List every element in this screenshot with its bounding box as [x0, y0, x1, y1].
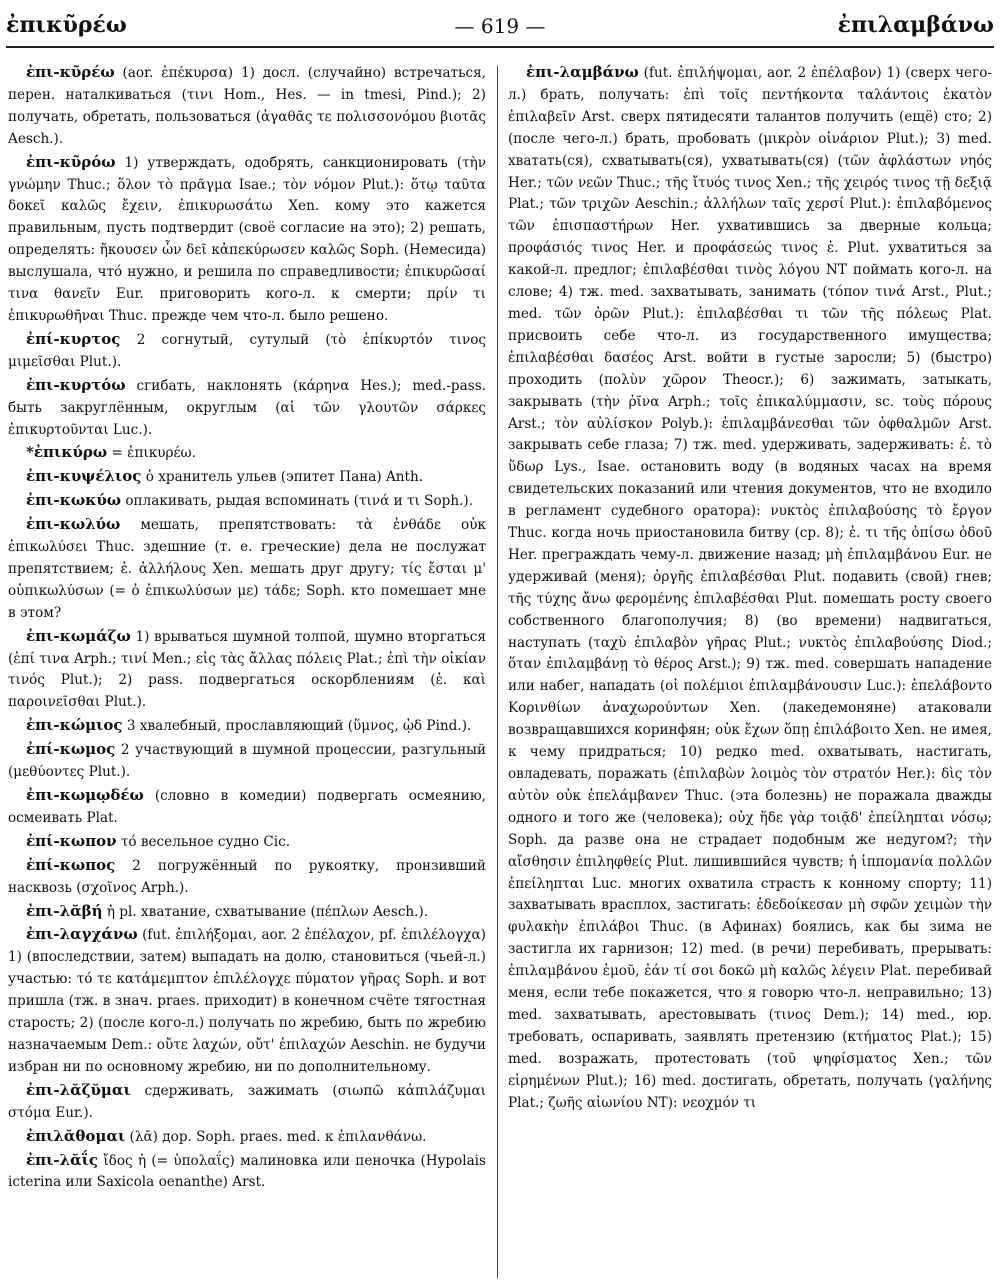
- entry-definition: (aor. ἐπέκυρσα) 1) досл. (случайно) встречаться, перен. наталкиваться (τινι Hom., Hes. — in tmesi, Pind.); 2) получать, обретать, пользоваться (ἀγαθᾶς τε πολισσονόμου βιοτᾶς Aesch.).: [8, 65, 486, 147]
- entry-definition: сгибать, наклонять (κάρηνα Hes.); med.-pass. быть закруглённым, округлым (αἱ τῶν γλουτῶν σάρκες ἐπικυρτοῦνται Luc.).: [8, 377, 486, 438]
- entry-definition: 2 погружённый по рукоятку, пронзивший насквозь (σχοῖνος Arph.).: [8, 857, 486, 896]
- entry-headword: ἐπί-κωπος: [26, 855, 116, 874]
- entry-headword: ἐπι-κυρτόω: [26, 375, 126, 394]
- dictionary-entry: [8, 626, 486, 715]
- entry-definition: сдерживать, зажимать (σιωπῶ κἀπιλάζυμαι στόμα Eur.).: [8, 1082, 486, 1121]
- dictionary-entry: [8, 924, 486, 1078]
- dictionary-entry: [8, 901, 486, 924]
- entry-headword: ἐπιλᾰθομαι: [26, 1126, 126, 1145]
- entry-headword: ἐπι-λαγχάνω: [26, 925, 138, 944]
- dictionary-entry: [8, 715, 486, 738]
- dictionary-entry: [8, 152, 486, 328]
- dictionary-entry: [8, 1126, 486, 1149]
- dictionary-entry: [8, 855, 486, 900]
- entry-definition: 1) утверждать, одобрять, санкционировать (τὴν γνώμην Thuc.; ὅλον τὸ πρᾶγμα Isae.; τὸν νόμον Plut.): ὅτῳ ταῦτα δοκεῖ καλῶς ἔχειν, ἐπικυρωσάτω Xen. кому это кажется правильным, пусть подтвердит (своё согласие на это); 2) решать, определять: ἤκουσεν ὧν δεῖ κἀπεκύρωσεν καλῶς Soph. (Немесида) выслушала, чтó нужно, и решила по справедливости; ἐπικυρῶσαί τινα θανεῖν Eur. приговорить кого-л. к смерти; πρίν τι ἐπικυρωθῆναι Thuc. прежде чем что-л. было решено.: [8, 154, 486, 324]
- entry-definition: 2 согнутый, сутулый (τὸ ἐπίκυρτόν τινος μιμεῖσθαι Plut.).: [8, 331, 486, 370]
- right-guide-word: ἐπιλαμβάνω: [837, 12, 994, 38]
- entry-headword: ἐπι-κωκύω: [26, 491, 122, 510]
- entry-definition: (словно в комедии) подвергать осмеянию, осмеивать Plat.: [8, 788, 486, 826]
- left-column: [8, 62, 486, 1278]
- entry-headword: ἐπι-κυψέλιος: [26, 467, 142, 486]
- page-header: [6, 6, 994, 48]
- left-guide-word: ἐπικῦρέω: [6, 12, 127, 38]
- entry-headword: ἐπι-λᾰζῠμαι: [26, 1080, 131, 1099]
- entry-headword: *ἐπικύρω: [26, 443, 108, 462]
- entry-headword: ἐπι-λᾰΐς: [26, 1150, 99, 1169]
- entry-headword: ἐπι-κῦρόω: [26, 152, 116, 171]
- entry-definition: ἴδος ἡ (= ὑπολαΐς) малиновка или пеночка (Hypolais icterina или Saxicola oenanthe) Arst.: [8, 1152, 486, 1191]
- column-divider: [497, 66, 498, 1278]
- dictionary-entry: [8, 739, 486, 784]
- dictionary-entry: [8, 514, 486, 625]
- dictionary-entry: [8, 329, 486, 374]
- entry-headword: ἐπι-κῦρέω: [26, 63, 115, 81]
- entry-definition: 1) врываться шумной толпой, шумно вторгаться (ἐπί τινα Arph.; τινί Men.; εἰς τὰς ἄλλας πόλεις Plat.; ἐπὶ τὴν οἰκίαν τινός Plut.); 2) pass. подвергаться оскорблениям (ἐ. καὶ παροινεῖσθαι Plut.).: [8, 628, 486, 711]
- entry-headword: ἐπί-κυρτος: [26, 329, 121, 348]
- dictionary-entry: [8, 785, 486, 830]
- dictionary-entry: [8, 62, 486, 151]
- entry-definition: τό весельное судно Cic.: [120, 833, 291, 850]
- entry-definition: мешать, препятствовать: τὰ ἐνθάδε οὐκ ἐπικωλύσει Thuc. здешние (т. е. греческие) дела не послужат препятствием; ἐ. ἀλλήλους Xen. мешать друг другу; τίς ἔσται μ' οὑπικωλύσων (= ὁ ἐπικωλύσων με) τάδε; Soph. кто помешает мне в этом?: [8, 517, 486, 621]
- dictionary-entry: [8, 442, 486, 465]
- entry-definition: ἡ pl. хватание, схватывание (πέπλων Aesch.).: [106, 903, 429, 920]
- entry-headword: ἐπι-κωμάζω: [26, 626, 131, 645]
- dictionary-entry: [8, 490, 486, 513]
- right-column: [508, 62, 992, 1278]
- dictionary-entry: [8, 1080, 486, 1125]
- dictionary-entry: [8, 1150, 486, 1195]
- entry-headword: ἐπι-κωμῳδέω: [26, 786, 144, 804]
- entry-definition: 3 хвалебный, прославляющий (ὕμνος, ᾠδ Pind.).: [126, 718, 472, 735]
- dictionary-entry: [508, 62, 992, 1115]
- entry-headword: ἐπι-λαμβάνω: [526, 63, 639, 81]
- page-number: — 619 —: [454, 14, 546, 38]
- entry-definition: (fut. ἐπιλήψομαι, aor. 2 ἐπέλαβον) 1) (сверх чего-л.) брать, получать: ἐπὶ τοῖς πεντήκοντα ταλάντοις ἑκατὸν ἐπιλαβεῖν Arst. сверх пятидесяти талантов получить (ещё) сто; 2) (после чего-л.) брать, пробовать (μικρὸν οἰνάριον Plut.); 3) med. хватать(ся), схватывать(ся), ухватывать(ся) (τῶν ἀφλάστων νηός Her.; τῶν νεῶν Thuc.; τῆς ἴτυός τινος Xen.; τῆς χειρός τινος τῇ δεξιᾷ Plat.; τῶν τριχῶν Aeschin.; ἀλλήλων ταῖς χερσί Plut.): ἐπιλαβόμενος τῶν ἐπισπαστήρων Her. ухватившись за дверные кольца; προφάσιός τινος Her. и προφάσεώς τινος ἐ. Plut. ухватиться за какой-л. предлог; ἐπιλαβέσθαι τινὸς λόγου NT поймать кого-л. на слове; 4) тж. med. захватывать, занимать (τόπον τινά Arst., Plut.; med. τῶν ὀρῶν Plut.): ἐπιλαβέσθαι τι τῶν τῆς πόλεως Plat. присвоить себе что-л. из государственного имущества; ἐπιλαβέσθαι δασέος Arst. войти в густые заросли; 5) (быстро) проходить (πολὺν χῶρον Theocr.); 6) зажимать, затыкать, закрывать (τὴν ῥῖνα Arph.; τοῖς ἐπικαλύμμασιν, sc. τοὺς πόρους Arst.; τὸν αὐλίσκον Polyb.): ἐπιλαμβάνεσθαι τῶν ὀφθαλμῶν Arst. закрывать себе глаза; 7) тж. med. удерживать, задерживать: ἐ. τὸ ὕδωρ Lys., Isae. остановить воду (в водяных часах на время свидетельских показаний или чтения документов, что не входило в регламент судебного оратора): νυκτὸς ἐπιλαβούσης τὸ ἔργον Thuc. когда ночь приостановила битву (ср. 8); ἐ. τι τῆς ὀπίσω ὁδοῦ Her. преграждать чему-л. движение назад; μὴ ἐπιλαμβάνου Eur. не удерживай (меня); ὀργῆς ἐπιλαβέσθαι Plut. подавить (свой) гнев; τῆς τύχης ἄνω φερομένης ἐπιλαβέσθαι Plut. помешать росту своего собственного благополучия; 8) (во времени) надвигаться, наступать (ταχὺ ἐπιλαβὸν γῆρας Plut.; νυκτὸς ἐπιλαβούσης Diod.; ὅταν ἐπιλαμβάνῃ τὸ θέρος Arst.); 9) тж. med. совершать нападение или набег, нападать (οἱ πολέμιοι ἐπιλαμβάνουσιν Luc.): ἐπελάβοντο Κορινθίων ἀναχωρούντων Xen. (лакедемоняне) атаковали возвращавшихся коринфян; οὐκ ἔχων ὅπῃ ἐπιλάβοιτο Xen. не имея, к чему придраться; 10) редко med. охватывать, настигать, овладевать, поражать (ἐπιλαβὼν λοιμὸς τὸν στρατόν Her.): δὶς τὸν αὐτὸν οὐκ ἐπελάμβανεν Thuc. (эта болезнь) не поражала дважды одного и того же (человека); οὐχ ἥδε γὰρ τοιᾷδ' ἐπείληπται νόσῳ; Soph. да разве она не страдает подобным же недугом?; τὴν αἴσθησιν ἐπιληφθείς Plut. лишившийся чувств; ἡ ἱππομανία πολλῶν ἐπείληπται Luc. многих охватила страсть к конному спорту; 11) захватывать врасплох, застигать: ἐδεδοίκεσαν μὴ σφῶν χειμὼν τὴν φυλακὴν ἐπιλάβοι Thuc. (в Афинах) боялись, как бы зима не застигла их гарнизон; 12) med. (в речи) перебивать, прерывать: ἐπιλαμβάνου ἐμοῦ, ἐάν τί σοι δοκῶ μὴ καλῶς λέγειν Plat. перебивай меня, если тебе покажется, что я говорю что-л. неправильно; 13) med. захватывать, арестовывать (τινος Dem.); 14) med., юр. требовать, оспаривать, заявлять претензию (κτήματος Plat.); 15) med. возражать, протестовать (τοῦ ψηφίσματος Xen.; τῶν εἰρημένων Plut.); 16) med. достигать, обретать, получать (γαλήνης Plat.; ζωῆς αἰωνίου NT): νεοχμόν τι: [508, 65, 992, 1111]
- entry-definition: 2 участвующий в шумной процессии, разгульный (μεθύοντες Plut.).: [8, 742, 486, 781]
- entry-definition: оплакивать, рыдая вспоминать (τινά и τι Soph.).: [125, 493, 474, 510]
- entry-headword: ἐπί-κωπον: [26, 831, 117, 850]
- dictionary-entry: [8, 466, 486, 489]
- entry-headword: ἐπι-κώμιος: [26, 716, 123, 735]
- dictionary-entry: [8, 831, 486, 854]
- entry-definition: (λᾱ) дор. Soph. praes. med. к ἐπιλανθάνω.: [129, 1128, 427, 1145]
- dictionary-entry: [8, 375, 486, 442]
- entry-headword: ἐπι-λᾰβή: [26, 901, 103, 920]
- entry-headword: ἐπί-κωμος: [26, 740, 116, 759]
- entry-definition: = ἐπικυρέω.: [111, 445, 196, 462]
- entry-definition: ὁ хранитель ульев (эпитет Пана) Anth.: [145, 469, 424, 486]
- entry-definition: (fut. ἐπιλήξομαι, aor. 2 ἐπέλαχον, pf. ἐπιλέλογχα) 1) (впоследствии, затем) выпадать на долю, становиться (чьей-л.) участью: τό τε κατάμεμπτον ἐπιλέλογχε πύματον γῆρας Soph. и вот пришла (тж. в знач. praes. приходит) в конечном счёте тягостная старость; 2) (после кого-л.) получать по жребию, быть по жребию назначаемым Dem.: οὔτε λαχών, οὔτ' ἐπιλαχών Aeschin. не будучи избран ни по основному жребию, ни по дополнительному.: [8, 927, 486, 1075]
- entry-headword: ἐπι-κωλύω: [26, 515, 121, 534]
